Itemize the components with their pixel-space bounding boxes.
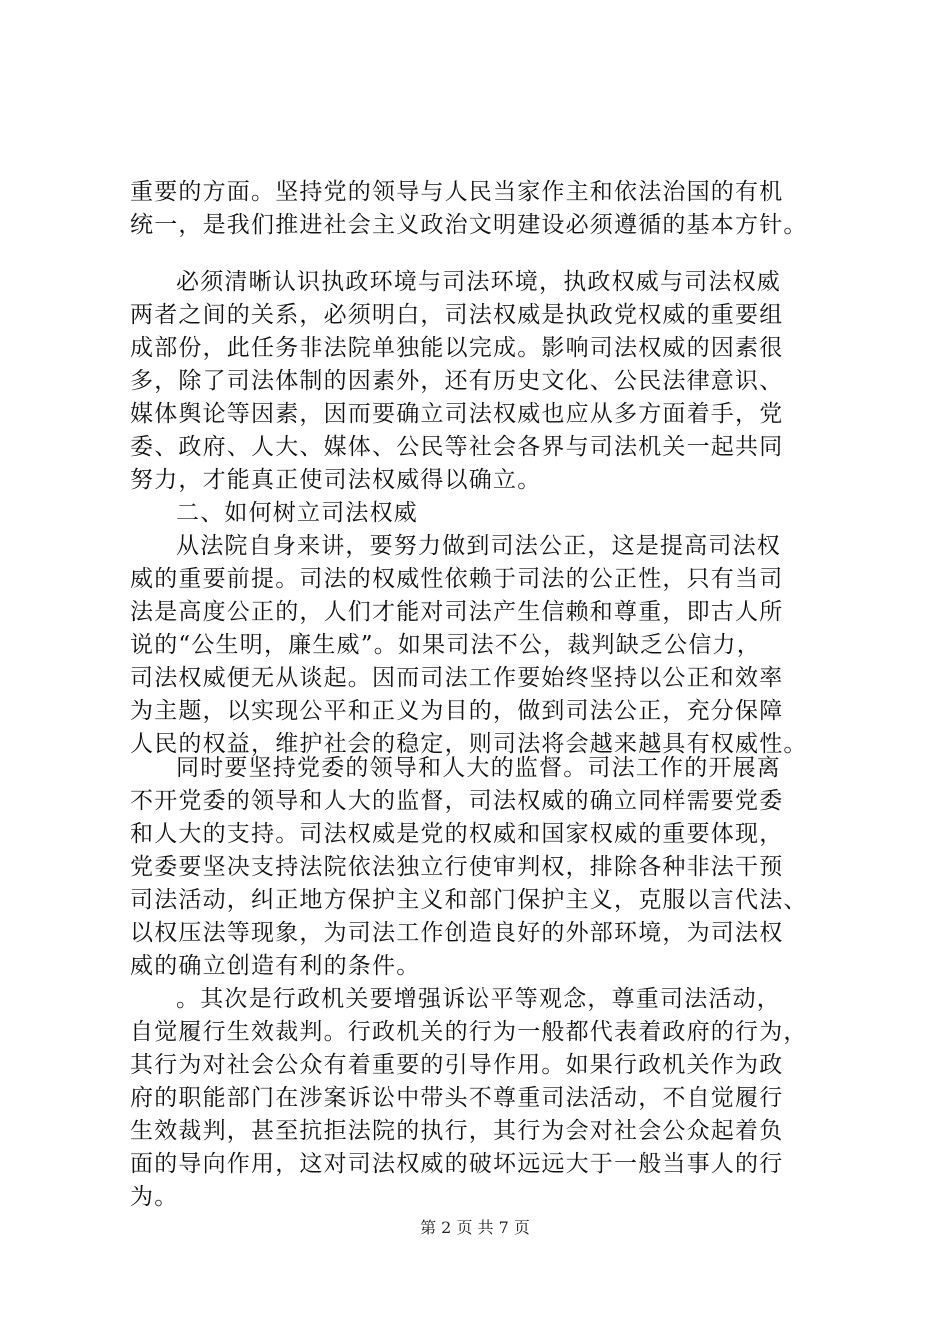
text-line: 司法权威便无从谈起。因而司法工作要始终坚持以公正和效率 — [130, 665, 784, 691]
text-line: 党委要坚决支持法院依法独立行使审判权，排除各种非法干预 — [130, 854, 784, 880]
text-line: 为主题，以实现公平和正义为目的，做到司法公正，充分保障 — [130, 698, 784, 724]
text-line: 多，除了司法体制的因素外，还有历史文化、公民法律意识、 — [130, 368, 784, 394]
text-line: 人民的权益，维护社会的稳定，则司法将会越来越具有权威性。 — [130, 731, 808, 757]
text-line: 自觉履行生效裁判。行政机关的行为一般都代表着政府的行为， — [130, 1019, 808, 1045]
text-line: 府的职能部门在涉案诉讼中带头不尊重司法活动，不自觉履行 — [130, 1085, 784, 1111]
text-line: 两者之间的关系，必须明白，司法权威是执政党权威的重要组 — [130, 302, 784, 328]
text-line: 必须清晰认识执政环境与司法环境，执政权威与司法权威 — [176, 269, 781, 295]
text-line: 媒体舆论等因素，因而要确立司法权威也应从多方面着手，党 — [130, 401, 784, 427]
text-line: 重要的方面。坚持党的领导与人民当家作主和依法治国的有机 — [130, 179, 784, 205]
text-line: 其行为对社会公众有着重要的引导作用。如果行政机关作为政 — [130, 1052, 784, 1078]
text-line: 努力，才能真正使司法权威得以确立。 — [130, 467, 542, 493]
text-line: 生效裁判，甚至抗拒法院的执行，其行为会对社会公众起着负 — [130, 1118, 784, 1144]
paragraph-block-3 — [130, 752, 830, 1214]
text-line: 同时要坚持党委的领导和人大的监督。司法工作的开展离 — [176, 755, 781, 781]
text-line: 面的导向作用，这对司法权威的破坏远远大于一般当事人的行 — [130, 1151, 784, 1177]
text-line: 说的“公生明，廉生威”。如果司法不公，裁判缺乏公信力， — [130, 632, 761, 658]
text-line: 为。 — [130, 1184, 179, 1210]
text-line: 威的确立创造有利的条件。 — [130, 953, 421, 979]
text-line: 以权压法等现象，为司法工作创造良好的外部环境，为司法权 — [130, 920, 784, 946]
paragraph-block-1 — [130, 176, 830, 242]
text-line: 从法院自身来讲，要努力做到司法公正，这是提高司法权 — [176, 533, 781, 559]
text-line: 统一，是我们推进社会主义政治文明建设必须遵循的基本方针。 — [130, 212, 808, 238]
text-line: 。其次是行政机关要增强诉讼平等观念，尊重司法活动， — [176, 986, 781, 1012]
section-heading: 二、如何树立司法权威 — [176, 500, 418, 526]
text-line: 威的重要前提。司法的权威性依赖于司法的公正性，只有当司 — [130, 566, 784, 592]
text-line: 委、政府、人大、媒体、公民等社会各界与司法机关一起共同 — [130, 434, 784, 460]
paragraph-block-2 — [130, 266, 830, 761]
text-line: 成部份，此任务非法院单独能以完成。影响司法权威的因素很 — [130, 335, 784, 361]
text-line: 司法活动，纠正地方保护主义和部门保护主义，克服以言代法、 — [130, 887, 808, 913]
text-line: 和人大的支持。司法权威是党的权威和国家权威的重要体现， — [130, 821, 784, 847]
text-line: 不开党委的领导和人大的监督，司法权威的确立同样需要党委 — [130, 788, 784, 814]
page-number-footer: 第 2 页 共 7 页 — [420, 1218, 530, 1237]
text-line: 法是高度公正的，人们才能对司法产生信赖和尊重，即古人所 — [130, 599, 784, 625]
